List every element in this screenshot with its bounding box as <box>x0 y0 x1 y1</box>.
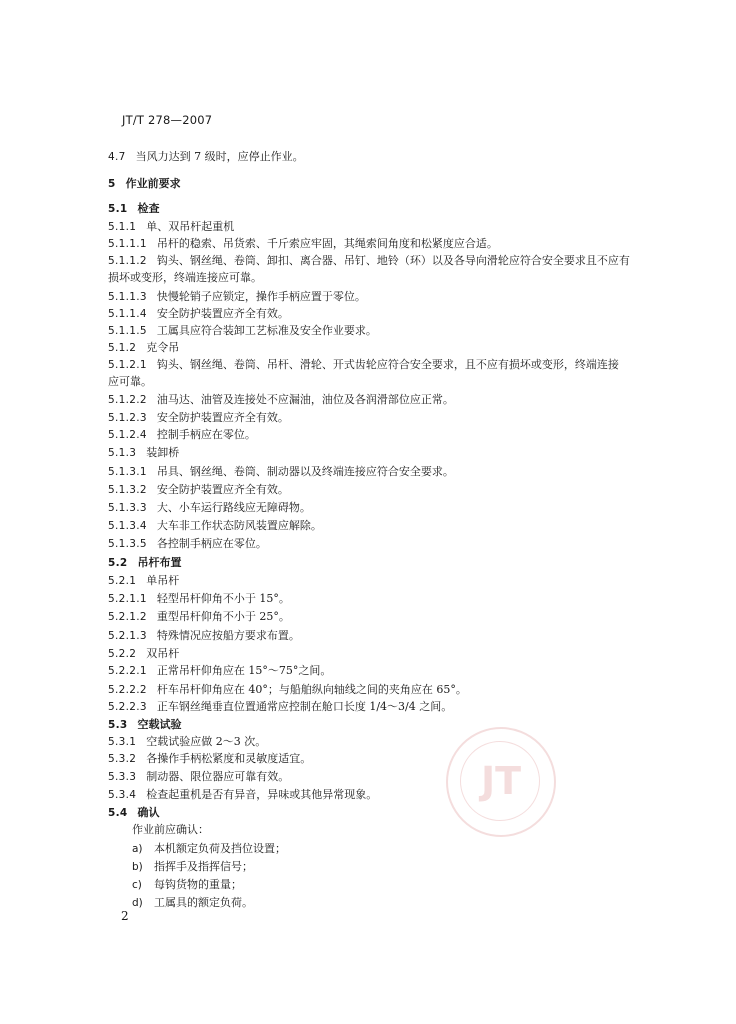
clause-number: 5.1.1.3 <box>108 291 147 303</box>
clause-number: 5.1.2.2 <box>108 394 147 406</box>
clause-text: 安全防护装置应齐全有效。 <box>156 411 289 424</box>
clause-text: 单吊杆 <box>146 574 180 587</box>
clause-number: 5.1.2.3 <box>108 412 147 424</box>
clause-line <box>108 806 160 820</box>
clause-text: 快慢轮销子应锁定，操作手柄应置于零位。 <box>156 290 366 303</box>
clause-line <box>108 501 311 515</box>
clause-number: 5.1.1.5 <box>108 325 147 337</box>
clause-line <box>108 770 289 784</box>
confirm-item-text: 本机额定负荷及挡位设置； <box>154 842 286 855</box>
clause-line <box>108 700 452 714</box>
clause-text: 重型吊杆仰角不小于 25°。 <box>156 610 290 623</box>
clause-line <box>108 537 267 551</box>
clause-number: 5.3 <box>108 719 128 731</box>
clause-text: 确认 <box>137 806 160 819</box>
clause-line <box>108 307 289 321</box>
clause-number: 5.1.2.1 <box>108 359 147 371</box>
clause-number: 5.2 <box>108 557 128 569</box>
clause-number: 5.2.1.1 <box>108 593 147 605</box>
clause-text: 吊具、钢丝绳、卷筒、制动器以及终端连接应符合安全要求。 <box>156 465 454 478</box>
clause-number: 5.1.3.1 <box>108 466 147 478</box>
paragraph-continuation <box>108 271 262 285</box>
clause-line <box>108 519 322 533</box>
confirm-item <box>132 896 253 910</box>
clause-line <box>108 610 290 624</box>
clause-line <box>108 177 181 191</box>
clause-line <box>108 254 630 268</box>
clause-line <box>108 718 182 732</box>
clause-line <box>108 788 377 802</box>
clause-number: 5.1.2 <box>108 342 137 354</box>
clause-line <box>108 683 467 697</box>
clause-line <box>108 465 454 479</box>
confirm-item-text: 工属具的额定负荷。 <box>154 896 253 909</box>
clause-text: 克令吊 <box>146 341 180 354</box>
confirm-item-label: c) <box>132 879 142 891</box>
clause-text: 单、双吊杆起重机 <box>146 220 235 233</box>
clause-line <box>108 290 366 304</box>
clause-line <box>108 150 304 164</box>
clause-number: 5.2.1.2 <box>108 611 147 623</box>
clause-number: 5.4 <box>108 807 128 819</box>
clause-number: 5.1.1 <box>108 221 137 233</box>
document-header: JT/T 278—2007 <box>122 113 213 127</box>
clause-number: 4.7 <box>108 151 126 163</box>
clause-line <box>108 237 498 251</box>
clause-text: 各控制手柄应在零位。 <box>156 537 267 550</box>
clause-text: 制动器、限位器应可靠有效。 <box>146 770 290 783</box>
page-number: 2 <box>121 909 129 923</box>
clause-text: 安全防护装置应齐全有效。 <box>156 307 289 320</box>
clause-line <box>108 202 160 216</box>
confirm-item <box>132 860 253 874</box>
confirm-item-label: a) <box>132 843 143 855</box>
jt-watermark-seal: JT <box>446 727 556 837</box>
clause-text: 吊杆的稳索、吊货索、千斤索应牢固，其绳索间角度和松紧度应合适。 <box>156 237 498 250</box>
clause-line <box>108 647 179 661</box>
clause-line <box>108 574 179 588</box>
clause-line <box>108 556 182 570</box>
clause-text: 损坏或变形，终端连接应可靠。 <box>108 271 262 284</box>
clause-number: 5.2.2.2 <box>108 684 147 696</box>
clause-line <box>108 324 377 338</box>
clause-text: 空载试验 <box>137 718 182 731</box>
confirm-item <box>132 878 242 892</box>
clause-text: 双吊杆 <box>146 647 180 660</box>
clause-text: 油马达、油管及连接处不应漏油，油位及各润滑部位应正常。 <box>156 393 454 406</box>
clause-text: 应可靠。 <box>108 375 152 388</box>
clause-number: 5.3.1 <box>108 736 137 748</box>
clause-number: 5.3.2 <box>108 753 137 765</box>
clause-number: 5 <box>108 178 116 190</box>
clause-line <box>108 393 454 407</box>
clause-text: 检查 <box>137 202 160 215</box>
clause-text: 控制手柄应在零位。 <box>156 428 256 441</box>
clause-line <box>108 411 289 425</box>
clause-number: 5.2.2.1 <box>108 665 147 677</box>
clause-text: 作业前要求 <box>125 177 181 190</box>
clause-number: 5.1.3.5 <box>108 538 147 550</box>
clause-number: 5.2.1.3 <box>108 630 147 642</box>
clause-number: 5.3.4 <box>108 789 137 801</box>
confirm-item-label: b) <box>132 861 143 873</box>
clause-number: 5.1.1.1 <box>108 238 147 250</box>
clause-number: 5.2.1 <box>108 575 137 587</box>
clause-text: 装卸桥 <box>146 446 180 459</box>
clause-text: 钩头、钢丝绳、卷筒、吊杆、滑轮、开式齿轮应符合安全要求，且不应有损坏或变形，终端连接 <box>156 358 619 371</box>
clause-number: 5.3.3 <box>108 771 137 783</box>
clause-number: 5.1.3.2 <box>108 484 147 496</box>
clause-line <box>108 446 179 460</box>
clause-text: 特殊情况应按船方要求布置。 <box>156 629 300 642</box>
paragraph-continuation <box>108 375 152 389</box>
clause-line <box>108 220 234 234</box>
clause-text: 安全防护装置应齐全有效。 <box>156 483 289 496</box>
clause-text: 正常吊杆仰角应在 15°～75°之间。 <box>156 664 332 677</box>
clause-text: 吊杆布置 <box>137 556 182 569</box>
clause-number: 5.1.1.2 <box>108 255 147 267</box>
clause-text: 正车钢丝绳垂直位置通常应控制在舱口长度 1/4～3/4 之间。 <box>156 700 453 713</box>
clause-number: 5.1.2.4 <box>108 429 147 441</box>
clause-line <box>108 752 311 766</box>
clause-line <box>108 664 331 678</box>
clause-line <box>108 735 266 749</box>
clause-text: 当风力达到 7 级时，应停止作业。 <box>135 150 304 163</box>
clause-number: 5.1.3.4 <box>108 520 147 532</box>
clause-number: 5.2.2 <box>108 648 137 660</box>
clause-line <box>108 358 619 372</box>
confirm-item-label: d) <box>132 897 143 909</box>
clause-text: 杆车吊杆仰角应在 40°；与船舶纵向轴线之间的夹角应在 65°。 <box>156 683 467 696</box>
clause-number: 5.1.3 <box>108 447 137 459</box>
clause-text: 大车非工作状态防风装置应解除。 <box>156 519 322 532</box>
clause-line <box>108 483 289 497</box>
clause-text: 钩头、钢丝绳、卷筒、卸扣、离合器、吊钉、地铃（环）以及各导向滑轮应符合安全要求且不应有 <box>156 254 630 267</box>
clause-line <box>108 629 300 643</box>
clause-line <box>108 592 290 606</box>
clause-text: 轻型吊杆仰角不小于 15°。 <box>156 592 290 605</box>
clause-text: 各操作手柄松紧度和灵敏度适宜。 <box>146 752 312 765</box>
clause-text: 工属具应符合装卸工艺标准及安全作业要求。 <box>156 324 377 337</box>
confirm-item-text: 每钩货物的重量； <box>154 878 242 891</box>
clause-number: 5.2.2.3 <box>108 701 147 713</box>
confirm-item <box>132 842 286 856</box>
clause-number: 5.1 <box>108 203 128 215</box>
confirm-intro: 作业前应确认： <box>132 823 209 836</box>
clause-text: 空载试验应做 2～3 次。 <box>146 735 267 748</box>
clause-text: 大、小车运行路线应无障碍物。 <box>156 501 311 514</box>
clause-line <box>108 341 179 355</box>
clause-number: 5.1.3.3 <box>108 502 147 514</box>
clause-number: 5.1.1.4 <box>108 308 147 320</box>
confirm-item-text: 指挥手及指挥信号； <box>154 860 253 873</box>
clause-line <box>108 428 256 442</box>
clause-text: 检查起重机是否有异音，异味或其他异常现象。 <box>146 788 378 801</box>
